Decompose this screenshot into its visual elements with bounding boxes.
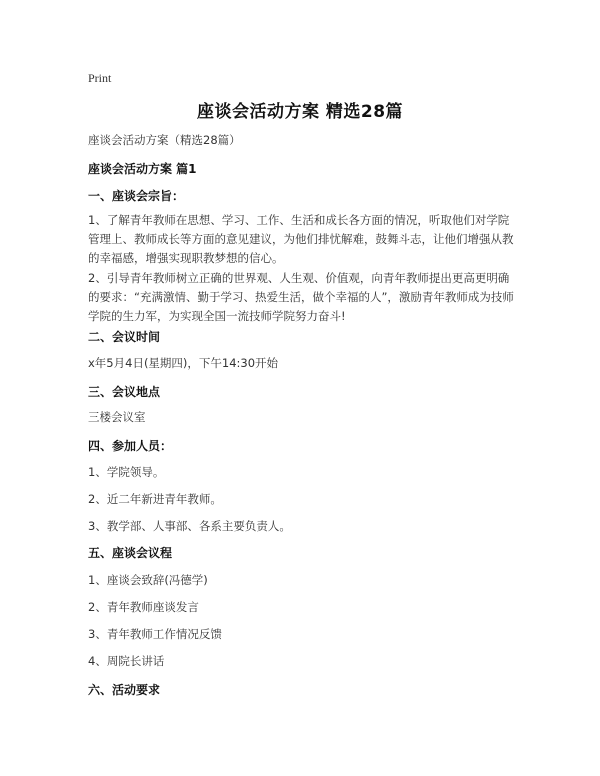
paragraph-purpose-2: 2、引导青年教师树立正确的世界观、人生观、价值观，向青年教师提出更高更明确的要求：“充满激情、勤于学习、热爱生活，做个幸福的人”，激励青年教师成为技师学院的生力军，为实现全国一流技师学院努力奋斗! bbox=[88, 271, 514, 323]
attendee-item: 2、近二年新进青年教师。 bbox=[88, 492, 222, 506]
agenda-item: 4、周院长讲话 bbox=[88, 654, 165, 668]
print-label: Print bbox=[88, 71, 112, 85]
page-title: 座谈会活动方案 精选28篇 bbox=[196, 102, 404, 122]
meeting-place: 三楼会议室 bbox=[88, 410, 146, 424]
heading-agenda: 五、座谈会议程 bbox=[88, 546, 173, 560]
attendee-item: 1、学院领导。 bbox=[88, 465, 165, 479]
section-title: 座谈会活动方案 篇1 bbox=[88, 162, 197, 176]
agenda-item: 3、青年教师工作情况反馈 bbox=[88, 627, 222, 641]
heading-purpose: 一、座谈会宗旨： bbox=[88, 189, 185, 203]
agenda-item: 1、座谈会致辞(冯德学) bbox=[88, 573, 208, 587]
heading-attendees: 四、参加人员： bbox=[88, 439, 173, 453]
heading-requirements: 六、活动要求 bbox=[88, 683, 161, 697]
paragraph-purpose-1: 1、了解青年教师在思想、学习、工作、生活和成长各方面的情况，听取他们对学院管理上、教师成长等方面的意见建议，为他们排忧解难，鼓舞斗志，让他们增强从教的幸福感，增强实现职教梦想的信心。 bbox=[88, 213, 514, 265]
document-subtitle: 座谈会活动方案（精选28篇） bbox=[88, 133, 241, 147]
attendee-item: 3、教学部、人事部、各系主要负责人。 bbox=[88, 519, 291, 533]
agenda-item: 2、青年教师座谈发言 bbox=[88, 600, 199, 614]
meeting-time: x年5月4日(星期四)，下午14:30开始 bbox=[88, 356, 279, 370]
heading-time: 二、会议时间 bbox=[88, 330, 161, 344]
heading-place: 三、会议地点 bbox=[88, 385, 161, 399]
